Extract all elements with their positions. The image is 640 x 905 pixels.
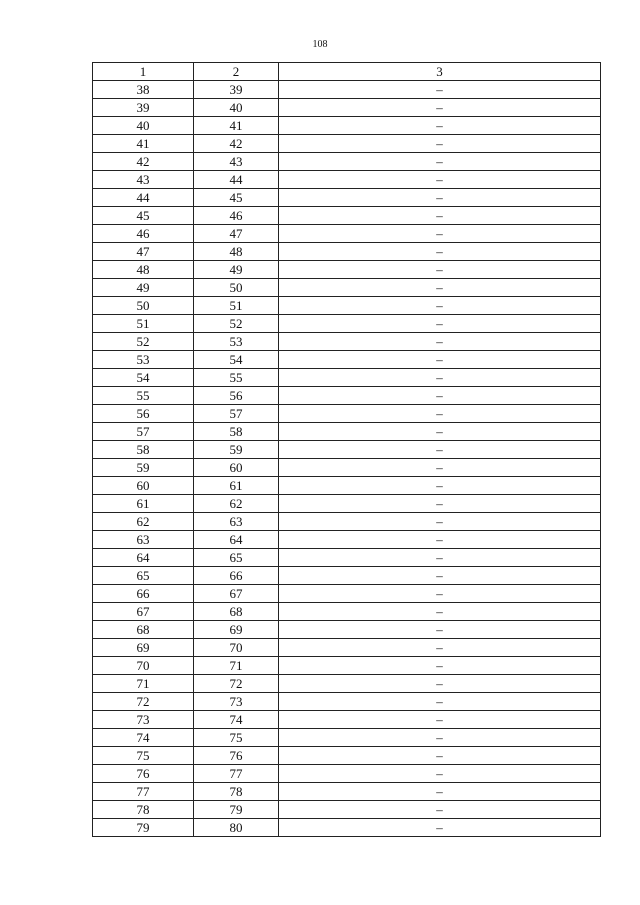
- table-cell-col-2: 39: [194, 81, 279, 99]
- table-row: [93, 729, 601, 747]
- table-cell-col-3: –: [279, 549, 601, 567]
- table-cell-col-1: 76: [93, 765, 194, 783]
- table-cell-col-1: 45: [93, 207, 194, 225]
- table-row: [93, 279, 601, 297]
- column-header-3: 3: [279, 63, 601, 81]
- table-cell-col-1: 40: [93, 117, 194, 135]
- table-cell-col-3: –: [279, 747, 601, 765]
- table-row: [93, 549, 601, 567]
- table-cell-col-1: 75: [93, 747, 194, 765]
- table-cell-col-1: 58: [93, 441, 194, 459]
- table-cell-col-1: 73: [93, 711, 194, 729]
- table-cell-col-2: 43: [194, 153, 279, 171]
- table-cell-col-3: –: [279, 765, 601, 783]
- table-row: [93, 297, 601, 315]
- table-cell-col-1: 74: [93, 729, 194, 747]
- column-header-1: 1: [93, 63, 194, 81]
- table-cell-col-1: 62: [93, 513, 194, 531]
- table-cell-col-1: 39: [93, 99, 194, 117]
- table-cell-col-3: –: [279, 135, 601, 153]
- table-cell-col-2: 65: [194, 549, 279, 567]
- table-cell-col-3: –: [279, 477, 601, 495]
- table-cell-col-3: –: [279, 729, 601, 747]
- table-row: [93, 783, 601, 801]
- table-cell-col-3: –: [279, 621, 601, 639]
- table-row: [93, 585, 601, 603]
- table-row: [93, 693, 601, 711]
- table-cell-col-2: 50: [194, 279, 279, 297]
- table-row: [93, 387, 601, 405]
- table-cell-col-3: –: [279, 603, 601, 621]
- table-cell-col-1: 72: [93, 693, 194, 711]
- table-row: [93, 171, 601, 189]
- table-cell-col-1: 55: [93, 387, 194, 405]
- table-row: [93, 639, 601, 657]
- table-cell-col-2: 55: [194, 369, 279, 387]
- table-row: [93, 207, 601, 225]
- table-cell-col-3: –: [279, 585, 601, 603]
- table-cell-col-3: –: [279, 351, 601, 369]
- table-row: [93, 261, 601, 279]
- table-cell-col-2: 44: [194, 171, 279, 189]
- table-row: [93, 657, 601, 675]
- table-row: [93, 369, 601, 387]
- table-cell-col-1: 78: [93, 801, 194, 819]
- table-cell-col-3: –: [279, 801, 601, 819]
- table-row: [93, 153, 601, 171]
- table-row: [93, 423, 601, 441]
- table-row: [93, 801, 601, 819]
- table-cell-col-1: 52: [93, 333, 194, 351]
- table-cell-col-1: 48: [93, 261, 194, 279]
- table-row: [93, 225, 601, 243]
- table-cell-col-1: 68: [93, 621, 194, 639]
- table-row: [93, 135, 601, 153]
- table-cell-col-1: 66: [93, 585, 194, 603]
- table-cell-col-1: 65: [93, 567, 194, 585]
- table-cell-col-1: 49: [93, 279, 194, 297]
- table-cell-col-2: 73: [194, 693, 279, 711]
- table-cell-col-1: 59: [93, 459, 194, 477]
- table-cell-col-1: 38: [93, 81, 194, 99]
- data-table: [92, 62, 601, 837]
- table-row: [93, 765, 601, 783]
- table-cell-col-3: –: [279, 459, 601, 477]
- table-row: [93, 567, 601, 585]
- table-row: [93, 495, 601, 513]
- table-cell-col-2: 66: [194, 567, 279, 585]
- table-cell-col-3: –: [279, 153, 601, 171]
- table-cell-col-2: 61: [194, 477, 279, 495]
- table-cell-col-1: 79: [93, 819, 194, 837]
- table-cell-col-2: 75: [194, 729, 279, 747]
- table-cell-col-3: –: [279, 711, 601, 729]
- table-cell-col-1: 60: [93, 477, 194, 495]
- table-cell-col-3: –: [279, 783, 601, 801]
- table-cell-col-3: –: [279, 495, 601, 513]
- table-row: [93, 531, 601, 549]
- table-cell-col-2: 80: [194, 819, 279, 837]
- table-cell-col-1: 41: [93, 135, 194, 153]
- table-cell-col-1: 53: [93, 351, 194, 369]
- table-cell-col-3: –: [279, 171, 601, 189]
- table-cell-col-3: –: [279, 639, 601, 657]
- table-cell-col-2: 51: [194, 297, 279, 315]
- table-cell-col-3: –: [279, 423, 601, 441]
- table-cell-col-1: 71: [93, 675, 194, 693]
- table-row: [93, 477, 601, 495]
- table-cell-col-3: –: [279, 567, 601, 585]
- table-row: [93, 351, 601, 369]
- table-cell-col-1: 54: [93, 369, 194, 387]
- table-cell-col-2: 42: [194, 135, 279, 153]
- table-cell-col-3: –: [279, 441, 601, 459]
- table-cell-col-2: 48: [194, 243, 279, 261]
- table-row: [93, 117, 601, 135]
- table-cell-col-2: 52: [194, 315, 279, 333]
- table-cell-col-1: 77: [93, 783, 194, 801]
- table-cell-col-2: 63: [194, 513, 279, 531]
- table-cell-col-2: 56: [194, 387, 279, 405]
- table-cell-col-2: 64: [194, 531, 279, 549]
- table-row: [93, 819, 601, 837]
- table-cell-col-2: 49: [194, 261, 279, 279]
- table-cell-col-3: –: [279, 387, 601, 405]
- table-cell-col-2: 79: [194, 801, 279, 819]
- table-cell-col-3: –: [279, 531, 601, 549]
- table-cell-col-2: 71: [194, 657, 279, 675]
- table-cell-col-2: 76: [194, 747, 279, 765]
- table-cell-col-3: –: [279, 333, 601, 351]
- table-cell-col-2: 70: [194, 639, 279, 657]
- table-cell-col-3: –: [279, 207, 601, 225]
- table-cell-col-3: –: [279, 693, 601, 711]
- table-cell-col-3: –: [279, 405, 601, 423]
- table-cell-col-3: –: [279, 99, 601, 117]
- table-cell-col-2: 45: [194, 189, 279, 207]
- table-cell-col-2: 62: [194, 495, 279, 513]
- table-cell-col-2: 40: [194, 99, 279, 117]
- table-cell-col-1: 42: [93, 153, 194, 171]
- table-cell-col-3: –: [279, 81, 601, 99]
- table-cell-col-3: –: [279, 657, 601, 675]
- table-row: [93, 333, 601, 351]
- table-cell-col-1: 56: [93, 405, 194, 423]
- table-cell-col-3: –: [279, 117, 601, 135]
- table-row: [93, 243, 601, 261]
- table-cell-col-2: 53: [194, 333, 279, 351]
- table-row: [93, 405, 601, 423]
- table-cell-col-1: 43: [93, 171, 194, 189]
- table-cell-col-1: 67: [93, 603, 194, 621]
- table-body: [93, 81, 601, 837]
- table-cell-col-1: 51: [93, 315, 194, 333]
- table-row: [93, 99, 601, 117]
- table-row: [93, 621, 601, 639]
- table-header-row: [93, 63, 601, 81]
- page-number: 108: [312, 39, 328, 50]
- table-cell-col-2: 77: [194, 765, 279, 783]
- table-cell-col-2: 72: [194, 675, 279, 693]
- column-header-2: 2: [194, 63, 279, 81]
- table-cell-col-3: –: [279, 369, 601, 387]
- table-row: [93, 711, 601, 729]
- table-row: [93, 459, 601, 477]
- table-cell-col-3: –: [279, 315, 601, 333]
- table-cell-col-2: 41: [194, 117, 279, 135]
- table-cell-col-1: 61: [93, 495, 194, 513]
- table-row: [93, 513, 601, 531]
- table-cell-col-2: 74: [194, 711, 279, 729]
- table-cell-col-3: –: [279, 225, 601, 243]
- table-cell-col-1: 57: [93, 423, 194, 441]
- table-row: [93, 441, 601, 459]
- table-cell-col-1: 69: [93, 639, 194, 657]
- table-cell-col-3: –: [279, 675, 601, 693]
- table-cell-col-2: 68: [194, 603, 279, 621]
- table-cell-col-3: –: [279, 297, 601, 315]
- table-cell-col-1: 63: [93, 531, 194, 549]
- table-row: [93, 675, 601, 693]
- table-row: [93, 315, 601, 333]
- table-cell-col-1: 64: [93, 549, 194, 567]
- table-cell-col-2: 54: [194, 351, 279, 369]
- table-row: [93, 81, 601, 99]
- table-cell-col-2: 57: [194, 405, 279, 423]
- table-cell-col-3: –: [279, 243, 601, 261]
- table-cell-col-1: 70: [93, 657, 194, 675]
- table-cell-col-2: 46: [194, 207, 279, 225]
- table-cell-col-3: –: [279, 261, 601, 279]
- table-cell-col-2: 69: [194, 621, 279, 639]
- table-row: [93, 603, 601, 621]
- table-row: [93, 747, 601, 765]
- table-cell-col-2: 58: [194, 423, 279, 441]
- table-cell-col-3: –: [279, 279, 601, 297]
- table-cell-col-2: 67: [194, 585, 279, 603]
- table-cell-col-2: 47: [194, 225, 279, 243]
- table-cell-col-1: 47: [93, 243, 194, 261]
- table-cell-col-2: 59: [194, 441, 279, 459]
- table-cell-col-3: –: [279, 189, 601, 207]
- table-cell-col-1: 50: [93, 297, 194, 315]
- table-cell-col-3: –: [279, 513, 601, 531]
- table-cell-col-2: 78: [194, 783, 279, 801]
- table-row: [93, 189, 601, 207]
- table-cell-col-3: –: [279, 819, 601, 837]
- table-cell-col-1: 44: [93, 189, 194, 207]
- table-cell-col-1: 46: [93, 225, 194, 243]
- table-cell-col-2: 60: [194, 459, 279, 477]
